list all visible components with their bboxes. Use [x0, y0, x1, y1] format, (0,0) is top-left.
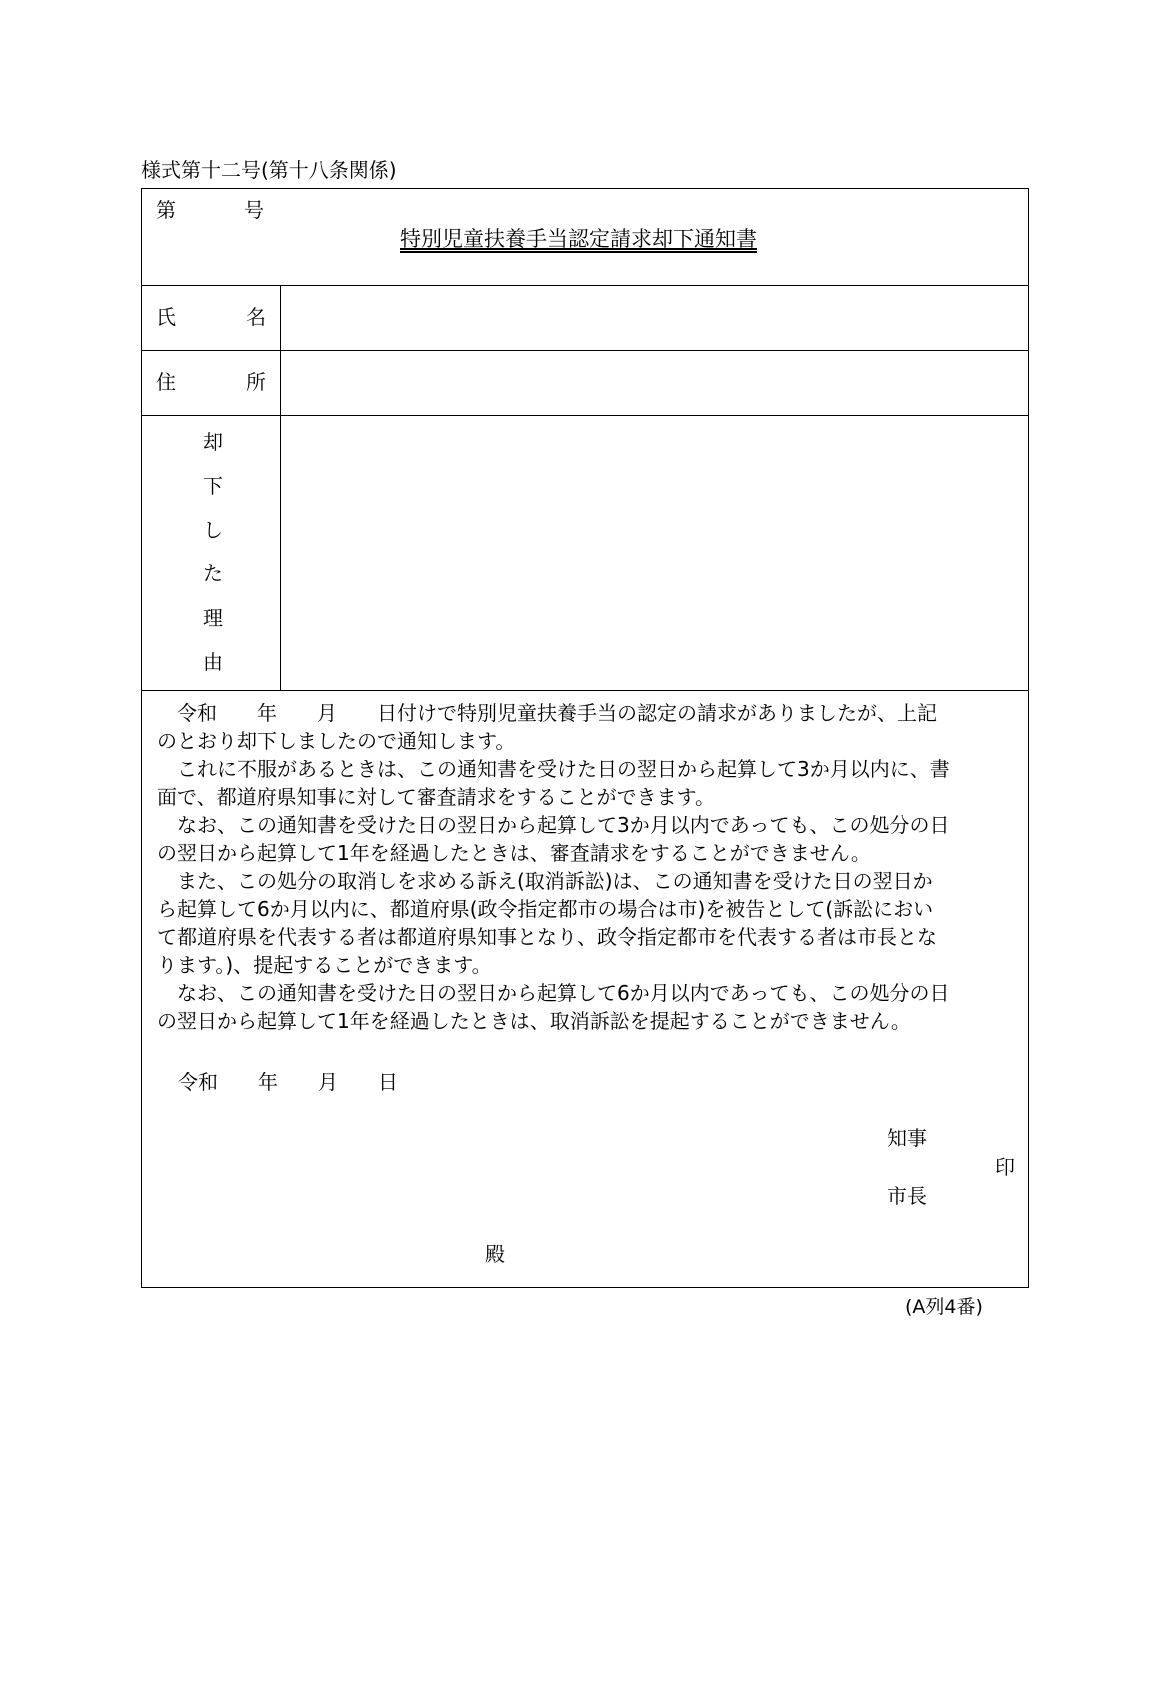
- body-line: 面で、都道府県知事に対して審査請求をすることができます。: [157, 785, 715, 809]
- governor-label: 知事: [887, 1126, 927, 1150]
- body-line: の翌日から起算して1年を経過したときは、取消訴訟を提起することができません。: [157, 1009, 911, 1033]
- body-line: ります。)、提起することができます。: [157, 953, 492, 977]
- body-line: のとおり却下しましたので通知します。: [157, 729, 516, 753]
- issue-date: 令和 年 月 日: [178, 1070, 398, 1094]
- name-label-1: 氏: [156, 305, 176, 329]
- divider: [142, 350, 1028, 351]
- reason-label-4: た: [203, 561, 223, 585]
- address-label-1: 住: [156, 370, 176, 394]
- reason-field[interactable]: [282, 417, 1026, 688]
- form-number-label: 様式第十二号(第十八条関係): [141, 158, 397, 182]
- reason-label-5: 理: [203, 606, 223, 630]
- document-title: 特別児童扶養手当認定請求却下通知書: [400, 227, 757, 251]
- reason-label-1: 却: [203, 430, 223, 454]
- name-label-2: 名: [246, 305, 266, 329]
- address-label-2: 所: [246, 370, 266, 394]
- seal-mark: 印: [995, 1155, 1015, 1179]
- notice-form: [141, 188, 1029, 1288]
- body-line: なお、この通知書を受けた日の翌日から起算して6か月以内であっても、この処分の日: [157, 981, 950, 1005]
- reason-label-2: 下: [203, 474, 223, 498]
- body-line: また、この処分の取消しを求める訴え(取消訴訟)は、この通知書を受けた日の翌日か: [157, 869, 933, 893]
- address-field[interactable]: [282, 352, 1026, 413]
- mayor-label: 市長: [887, 1184, 927, 1208]
- reason-label-3: し: [203, 518, 223, 542]
- divider: [142, 415, 1028, 416]
- column-divider: [280, 285, 281, 690]
- body-line: ら起算して6か月以内に、都道府県(政令指定都市の場合は市)を被告として(訴訟におい: [157, 897, 934, 921]
- body-line: の翌日から起算して1年を経過したときは、審査請求をすることができません。: [157, 841, 871, 865]
- divider: [142, 285, 1028, 286]
- number-go: 号: [244, 198, 264, 222]
- body-line: て都道府県を代表する者は都道府県知事となり、政令指定都市を代表する者は市長とな: [157, 925, 937, 949]
- number-dai: 第: [156, 198, 176, 222]
- divider: [142, 690, 1028, 691]
- body-line: なお、この通知書を受けた日の翌日から起算して3か月以内であっても、この処分の日: [157, 813, 950, 837]
- paper-size-note: (A列4番): [905, 1296, 983, 1318]
- name-field[interactable]: [282, 287, 1026, 348]
- body-line: 令和 年 月 日付けで特別児童扶養手当の認定の請求がありましたが、上記: [157, 701, 937, 725]
- reason-label-6: 由: [203, 650, 223, 674]
- addressee-suffix: 殿: [485, 1242, 505, 1266]
- body-line: これに不服があるときは、この通知書を受けた日の翌日から起算して3か月以内に、書: [157, 757, 950, 781]
